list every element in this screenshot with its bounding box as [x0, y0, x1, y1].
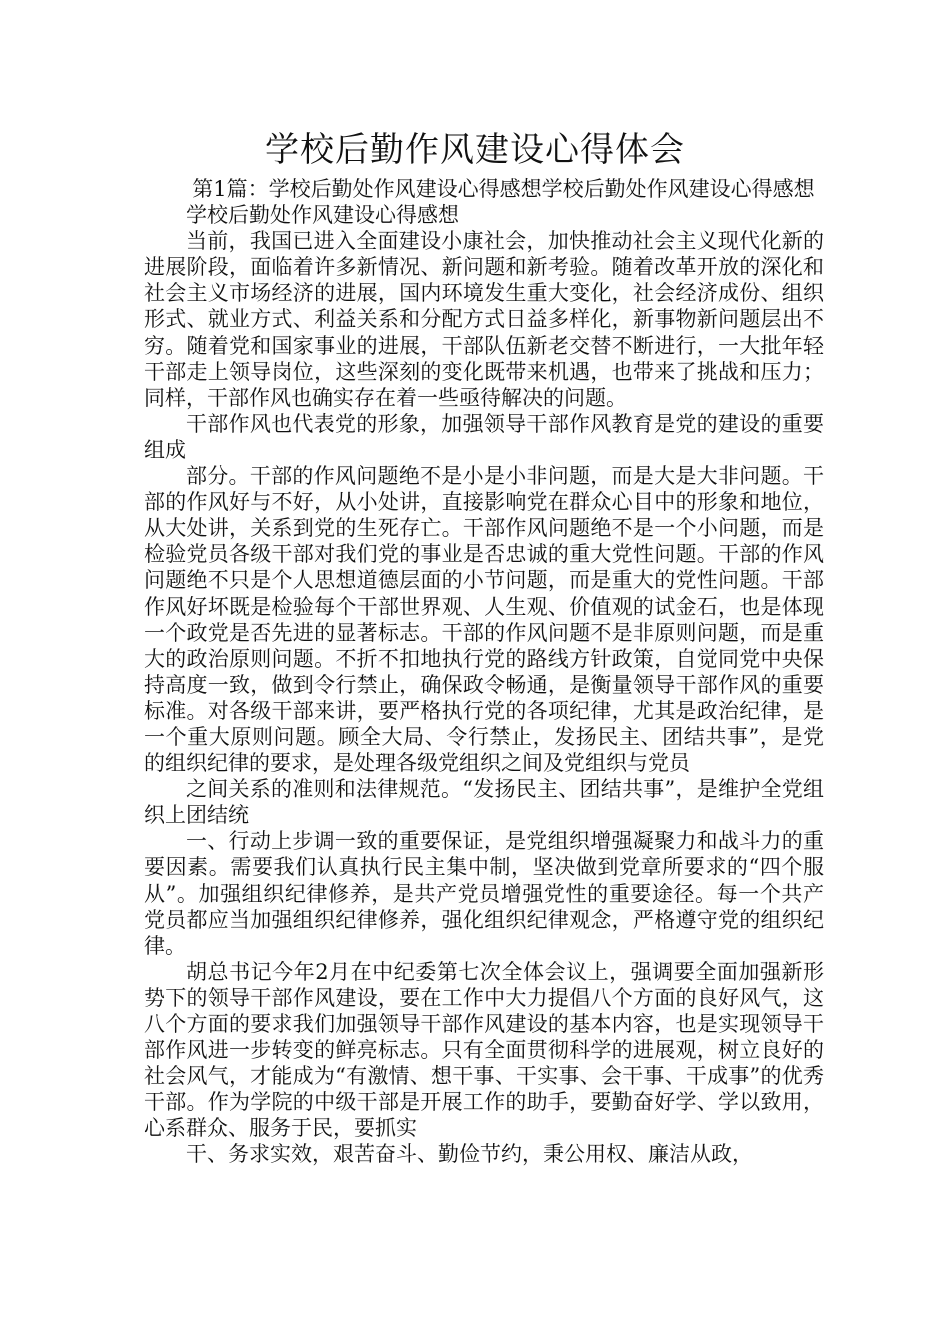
paragraph-2: 学校后勤处作风建设心得感想 — [186, 203, 459, 228]
paragraph-3: 当前，我国已进入全面建设小康社会，加快推动社会主义现代化新的进展阶段，面临着许多新情况、新问题和新考验。随着改革开放的深化和社会主义市场经济的进展，国内环境发生重大变化，社会经济成份、组织形式、就业方式、利益关系和分配方式日益多样化，新事物新问题层出不穷。随着党和国家事业的进展，干部队伍新老交替不断进行，一大批年轻干部走上领导岗位，这些深刻的变化既带来机遇，也带来了挑战和压力；同样，干部作风也确实存在着一些亟待解决的问题。 — [144, 229, 824, 410]
paragraph-5: 部分。干部的作风问题绝不是小是小非问题，而是大是大非问题。干部的作风好与不好，从小处讲，直接影响党在群众心目中的形象和地位，从大处讲，关系到党的生死存亡。干部作风问题绝不是一个小问题，而是检验党员各级干部对我们党的事业是否忠诚的重大党性问题。干部的作风问题绝不只是个人思想道德层面的小节问题，而是重大的党性问题。干部作风好坏既是检验每个干部世界观、人生观、价值观的试金石，也是体现一个政党是否先进的显著标志。干部的作风问题不是非原则问题，而是重大的政治原则问题。不折不扣地执行党的路线方针政策，自觉同党中央保持高度一致，做到令行禁止，确保政令畅通，是衡量领导干部作风的重要标准。对各级干部来讲，要严格执行党的各项纪律，尤其是政治纪律，是一个重大原则问题。顾全大局、令行禁止，发扬民主、团结共事”，是党的组织纪律的要求，是处理各级党组织之间及党组织与党员 — [144, 464, 824, 776]
paragraph-1: 第1篇：学校后勤处作风建设心得感想学校后勤处作风建设心得感想 — [192, 177, 815, 201]
document-title: 学校后勤作风建设心得体会 — [265, 130, 685, 170]
paragraph-6: 之间关系的准则和法律规范。“发扬民主、团结共事”，是维护全党组织上团结统 — [144, 777, 824, 828]
paragraph-4: 干部作风也代表党的形象，加强领导干部作风教育是党的建设的重要组成 — [144, 411, 824, 462]
paragraph-8: 胡总书记今年2月在中纪委第七次全体会议上，强调要全面加强新形势下的领导干部作风建设，要在工作中大力提倡八个方面的良好风气，这八个方面的要求我们加强领导干部作风建设的基本内容，也是实现领导干部作风进一步转变的鲜亮标志。只有全面贯彻科学的进展观，树立良好的社会风气，才能成为“有激情、想干事、干实事、会干事、干成事”的优秀干部。作为学院的中级干部是开展工作的助手，要勤奋好学、学以致用，心系群众、服务于民，要抓实 — [144, 959, 824, 1141]
document-body — [144, 176, 824, 1168]
paragraph-9: 干、务求实效，艰苦奋斗、勤俭节约，秉公用权、廉洁从政， — [186, 1142, 753, 1167]
paragraph-7: 一、行动上步调一致的重要保证，是党组织增强凝聚力和战斗力的重要因素。需要我们认真执行民主集中制，坚决做到党章所要求的“四个服从”。加强组织纪律修养，是共产党员增强党性的重要途径。每一个共产党员都应当加强组织纪律修养，强化组织纪律观念，严格遵守党的组织纪律。 — [144, 829, 824, 958]
